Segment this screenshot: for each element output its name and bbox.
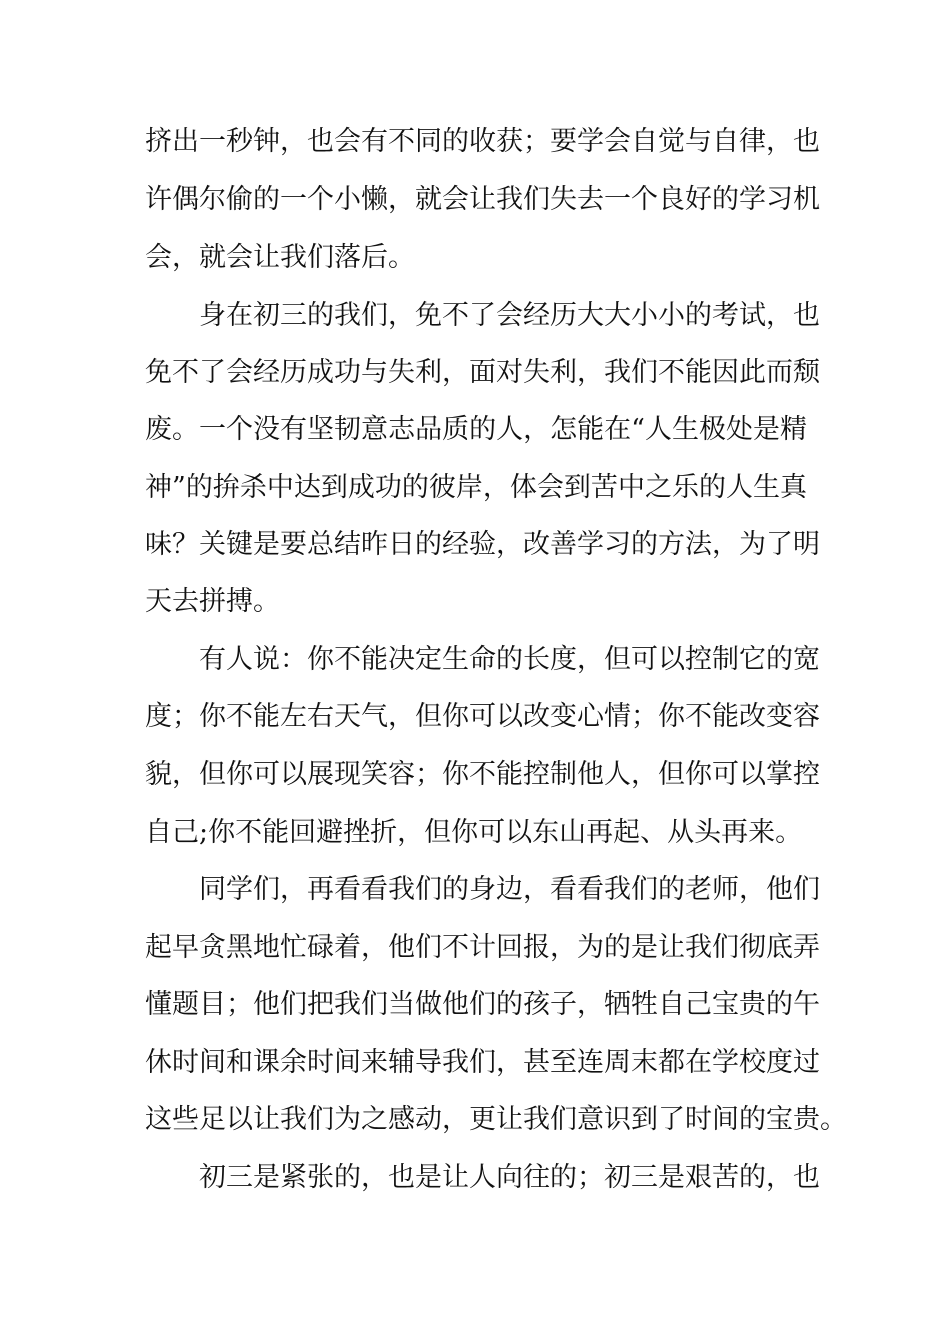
paragraph-3-line-2: 度；你不能左右天气，但你可以改变心情；你不能改变容	[145, 701, 820, 732]
paragraph-3-line-3: 貌，但你可以展现笑容；你不能控制他人，但你可以掌控	[145, 759, 820, 790]
paragraph-4-line-1: 同学们，再看看我们的身边，看看我们的老师，他们	[199, 874, 820, 905]
paragraph-5-line-1: 初三是紧张的，也是让人向往的；初三是艰苦的，也	[199, 1162, 820, 1193]
paragraph-2-line-2: 免不了会经历成功与失利，面对失利，我们不能因此而颓	[145, 357, 820, 388]
paragraph-2-line-1: 身在初三的我们，免不了会经历大大小小的考试，也	[199, 300, 820, 331]
paragraph-4-line-3: 懂题目；他们把我们当做他们的孩子，牺牲自己宝贵的午	[145, 989, 820, 1020]
paragraph-2-line-3: 废。一个没有坚韧意志品质的人，怎能在“人生极处是精	[145, 414, 807, 445]
paragraph-4-line-4: 休时间和课余时间来辅导我们，甚至连周末都在学校度过	[145, 1047, 820, 1078]
paragraph-1-line-2: 许偶尔偷的一个小懒，就会让我们失去一个良好的学习机	[145, 184, 820, 215]
paragraph-3-line-4: 自己;你不能回避挫折，但你可以东山再起、从头再来。	[145, 817, 803, 848]
paragraph-4-line-2: 起早贪黑地忙碌着，他们不计回报，为的是让我们彻底弄	[145, 932, 820, 963]
paragraph-1-line-3: 会，就会让我们落后。	[145, 242, 415, 273]
paragraph-2-line-6: 天去拼搏。	[145, 586, 280, 617]
paragraph-2-line-5: 味？关键是要总结昨日的经验，改善学习的方法，为了明	[145, 529, 820, 560]
paragraph-3-line-1: 有人说：你不能决定生命的长度，但可以控制它的宽	[199, 644, 820, 675]
paragraph-4-line-5: 这些足以让我们为之感动，更让我们意识到了时间的宝贵。	[145, 1104, 847, 1135]
paragraph-1-line-1: 挤出一秒钟，也会有不同的收获；要学会自觉与自律，也	[145, 126, 820, 157]
paragraph-2-line-4: 神”的拚杀中达到成功的彼岸，体会到苦中之乐的人生真	[145, 472, 807, 503]
